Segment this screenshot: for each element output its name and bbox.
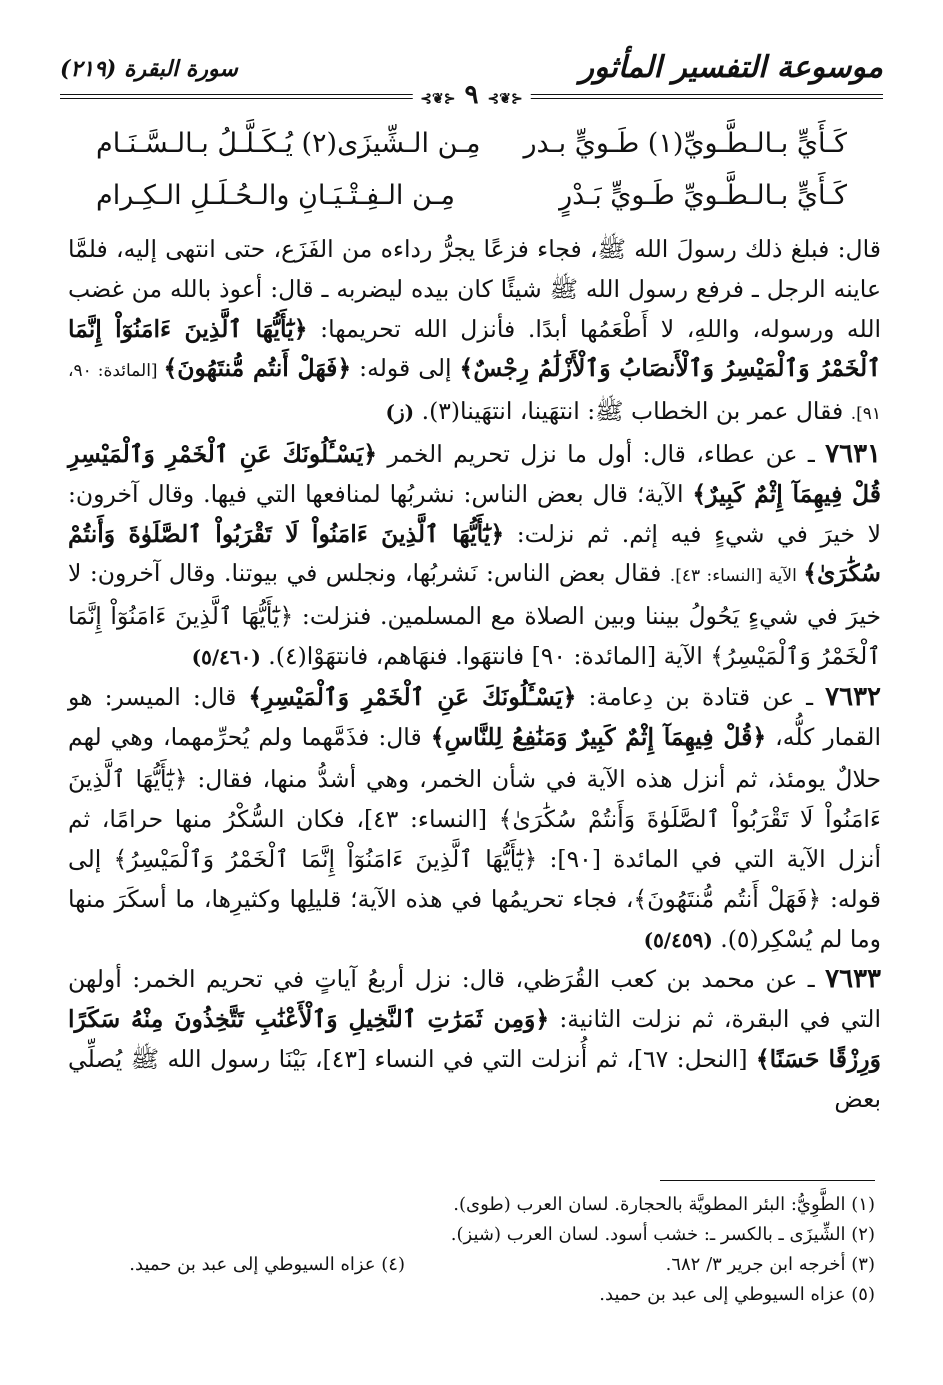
footnote-row: [68, 1250, 875, 1280]
paragraph-text: ـ عن عطاء، قال: أول ما نزل تحريم الخمر: [377, 439, 826, 468]
surah-reference: [المائدة: ٩٠، ٩١].: [68, 361, 881, 425]
ornament-icon: ⊰❦⊱: [487, 91, 523, 107]
narration-paragraph: [68, 230, 881, 435]
page-number-value: ٩: [464, 80, 479, 110]
narration-paragraph: [68, 678, 881, 961]
footnote: (٣) أخرجه ابن جرير ٣/ ٦٨٢.: [665, 1254, 875, 1275]
verse-line: [96, 128, 847, 180]
source-reference: (٥/٤٥٩): [643, 927, 713, 952]
narration-paragraph: [68, 960, 881, 1122]
surah-reference: الآية [النساء: ٤٣].: [669, 566, 804, 587]
footnote-row: [68, 1190, 875, 1220]
footnotes: [68, 1190, 875, 1310]
verse-second-hemistich: مِـن الـشِّيزَى(٢) يُـكَـلَّـلُ بـالـسَّـنَـام: [96, 128, 481, 159]
paragraph-text: فقال بعض الناس: نَشربُها، ونجلس في بيوتنا. وقال آخرون: لا خيرَ في شيءٍ يَحُولُ بيننا وبين الصلاة مع المسلمين. فنزلت: ﴿يَٰٓأَيُّهَا ٱلَّذِينَ ءَامَنُوٓاْ إِنَّمَا ٱلْخَمْرُ وَٱلْمَيْسِرُ﴾ الآية [المائدة: ٩٠] فانتهَوا. فنهَاهم، فانتهَوْا(٤).: [68, 559, 881, 670]
quran-quote: ﴿يَٰٓأَيُّهَا ٱلَّذِينَ ءَامَنُوٓاْ إِنَّمَا ٱلْخَمْرُ وَٱلْمَيْسِرُ وَٱلْأَنصَابُ وَٱلْأَزْلَٰمُ رِجْسٌ﴾: [68, 314, 881, 383]
surah-label: [60, 56, 238, 82]
quran-quote: ﴿يَسْـَٔلُونَكَ عَنِ ٱلْخَمْرِ وَٱلْمَيْسِرِ﴾: [248, 682, 577, 711]
page-header: [60, 48, 883, 110]
narration-paragraph: [68, 435, 881, 678]
paragraph-text: [النحل: ٦٧]، ثم أُنزلت التي في النساء [٤٣]، بَيْنَا رسول الله ﷺ يُصلِّي بعض: [68, 1044, 881, 1113]
footnote-row: [68, 1220, 875, 1250]
narration-number: ٧٦٣١: [825, 438, 881, 469]
surah-page-ref: (٢١٩): [60, 56, 117, 82]
paragraph-text: قال: الميسر: هو القمار كلُّه،: [68, 682, 881, 751]
quran-quote: ﴿قُلْ فِيهِمَآ إِثْمٌ كَبِيرٌ وَمَنَٰفِعُ لِلنَّاسِ﴾: [430, 722, 767, 751]
page-number: [412, 80, 531, 110]
paragraph-text: فقال عمر بن الخطاب ﷺ: انتهَينا، انتهَينا(٣).: [414, 397, 851, 426]
paragraph-text: ـ عن قتادة بن دِعامة:: [576, 682, 826, 711]
surah-name: سورة البقرة: [123, 56, 238, 82]
book-title: موسوعة التفسير المأثور: [579, 50, 883, 85]
paragraph-text: إلى قوله:: [351, 354, 460, 383]
footnote: (١) الطَّوِيُّ: البئر المطويَّة بالحجارة. لسان العرب (طوى).: [453, 1194, 875, 1215]
paragraph-text: الآية؛ قال بعض الناس: نشربُها لمنافعها التي فيها. وقال آخرون: لا خيرَ في شيءٍ فيه إثم. ثم نزلت:: [68, 479, 881, 548]
source-reference: (٥/٤٦٠): [191, 644, 261, 669]
paragraph-text: ـ عن محمد بن كعب القُرَظي، قال: نزل أربعُ آياتٍ في تحريم الخمر: أولهن التي في البقرة، ثم نزلت الثانية:: [68, 965, 881, 1034]
verse-line: [96, 180, 847, 232]
quran-quote: ﴿فَهَلْ أَنتُم مُّنتَهُونَ﴾: [163, 354, 352, 383]
narration-number: ٧٦٣٣: [825, 964, 881, 995]
poetry-verses: [96, 128, 847, 232]
main-text: [68, 230, 881, 1123]
paragraph-text: قال: فبلغ ذلك رسولَ الله ﷺ، فجاء فزعًا يجرُّ رداءه من الفَزَع، حتى انتهى إليه، فلمَّا عاينه الرجل ـ فرفع رسول الله ﷺ شيئًا كان بيده ليضربه ـ قال: أعوذ بالله من غضب الله ورسوله، واللهِ، لا أَطْعَمُها أبدًا. فأنزل الله تحريمها:: [68, 235, 882, 343]
footnote: (٢) الشِّيزَى ـ بالكسر ـ: خشب أسود. لسان العرب (شيز).: [450, 1224, 875, 1245]
verse-first-hemistich: كَـأَيٍّ بـالـطَّـويِّ(١) طَـويٍّ بـدر: [523, 128, 847, 159]
ornament-icon: ⊰❦⊱: [420, 91, 456, 107]
footnote-row: [68, 1280, 875, 1310]
verse-first-hemistich: كَـأَيٍّ بـالـطَّـويِّ طَـويٍّ بَـدْرٍ: [559, 180, 847, 211]
footnote-divider: [660, 1180, 875, 1181]
narration-number: ٧٦٣٢: [825, 681, 882, 712]
paragraph-text: قال: فذَمَّهما ولم يُحرِّمهما، وهي لهم حلالٌ يومئذ، ثم أنزل هذه الآية في شأن الخمر، وهي أشدُّ منها، فقال: ﴿يَٰٓأَيُّهَا ٱلَّذِينَ ءَامَنُواْ لَا تَقْرَبُواْ ٱلصَّلَوٰةَ وَأَنتُمْ سُكَٰرَىٰ﴾ [النساء: ٤٣]، فكان السُّكْرُ منها حرامًا، ثم أنزل الآية التي في المائدة [٩٠]: ﴿يَٰٓأَيُّهَا ٱلَّذِينَ ءَامَنُوٓاْ إِنَّمَا ٱلْخَمْرُ وَٱلْمَيْسِرُ﴾ إلى قوله: ﴿فَهَلْ أَنتُم مُّنتَهُونَ﴾، فجاء تحريمُها في هذه الآية؛ قليلِها وكثيرِها، ما أسكَرَ منها وما لم يُسْكِر(٥).: [68, 722, 882, 953]
footnote: (٥) عزاه السيوطي إلى عبد بن حميد.: [599, 1284, 875, 1305]
quran-quote: ﴿يَٰٓأَيُّهَا ٱلَّذِينَ ءَامَنُواْ لَا تَقْرَبُواْ ٱلصَّلَوٰةَ وَأَنتُمْ سُكَٰرَىٰ﴾: [68, 519, 881, 588]
source-reference: (ز): [385, 400, 415, 425]
verse-second-hemistich: مِـن الـفِـتْـيَـانِ والـحُـلَـلِ الـكِـرام: [96, 180, 455, 211]
footnote: (٤) عزاه السيوطي إلى عبد بن حميد.: [129, 1254, 405, 1275]
quran-quote: ﴿يَسْـَٔلُونَكَ عَنِ ٱلْخَمْرِ وَٱلْمَيْسِرِ قُلْ فِيهِمَآ إِثْمٌ كَبِيرٌ﴾: [68, 439, 881, 508]
quran-quote: ﴿وَمِن ثَمَرَٰتِ ٱلنَّخِيلِ وَٱلْأَعْنَٰبِ تَتَّخِذُونَ مِنْهُ سَكَرًا وَرِزْقًا حَسَنًا﴾: [68, 1005, 881, 1073]
